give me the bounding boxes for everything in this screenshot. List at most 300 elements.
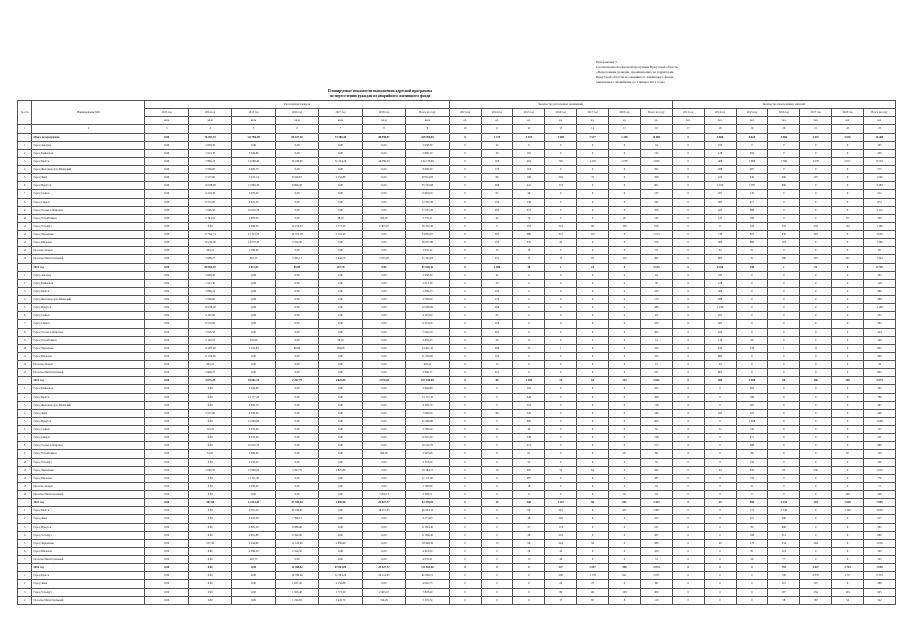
row-value: 0 <box>577 442 609 450</box>
row-number: 14 <box>18 247 32 255</box>
row-value: 0 <box>545 482 577 490</box>
row-municipality: Город Черемхово <box>32 231 145 239</box>
row-value: 51 <box>736 247 768 255</box>
row-value: 0 <box>545 336 577 344</box>
row-value: 0 <box>672 190 704 198</box>
row-value: 86 <box>768 377 800 385</box>
row-value: 29 827,77 <box>362 564 405 572</box>
row-value: 13 177,20 <box>406 393 450 401</box>
row-value: 70 <box>577 580 609 588</box>
row-value: 0 <box>609 401 641 409</box>
row-value: 118 <box>640 401 672 409</box>
row-value: 0 <box>545 361 577 369</box>
row-value: 0 <box>800 515 832 523</box>
row-value: 0 <box>449 344 481 352</box>
header-unit: кв.м <box>232 117 275 125</box>
row-value: 0 <box>768 417 800 425</box>
row-value: 0,00 <box>319 369 362 377</box>
row-value: 224 <box>545 539 577 547</box>
row-municipality: Город Братск <box>32 287 145 295</box>
row-value: 0 <box>768 434 800 442</box>
row-value: 12 905,02 <box>188 344 231 352</box>
note-line: Иркутской области, из аварийного жилищного фонда, <box>596 75 674 79</box>
row-value: 13 177,20 <box>232 393 275 401</box>
row-value: 0 <box>800 385 832 393</box>
row-value: 0 <box>449 271 481 279</box>
row-value: 726 <box>768 572 800 580</box>
row-value: 0,00 <box>145 482 188 490</box>
row-value: 0 <box>800 320 832 328</box>
row-value: 0 <box>736 279 768 287</box>
header-column-number: 17 <box>672 125 704 133</box>
row-value: 11 111,90 <box>406 474 450 482</box>
row-value: 0 <box>832 198 864 206</box>
row-value: 0 <box>577 556 609 564</box>
row-value: 51 <box>863 482 895 490</box>
row-value: 302 <box>736 385 768 393</box>
row-number: 15 <box>18 255 32 263</box>
row-value: 0 <box>768 482 800 490</box>
row-value: 0,00 <box>319 312 362 320</box>
row-value: 0 <box>832 312 864 320</box>
row-value: 118 <box>513 401 545 409</box>
row-value: 0 <box>449 328 481 336</box>
row-value: 312 <box>545 231 577 239</box>
row-value: 2 017 <box>832 157 864 165</box>
row-value: 0 <box>800 312 832 320</box>
row-value: 103 <box>481 157 513 165</box>
row-value: 4 369,70 <box>406 401 450 409</box>
row-value: 0 <box>545 417 577 425</box>
row-value: 0,00 <box>188 442 231 450</box>
row-value: 26 114,65 <box>362 572 405 580</box>
row-value: 0,00 <box>275 409 318 417</box>
row-value: 0 <box>609 328 641 336</box>
row-value: 34 <box>704 361 736 369</box>
row-value: 0,00 <box>275 491 318 499</box>
row-value: 93 478,04 <box>406 499 450 507</box>
header-column-number: 6 <box>275 125 318 133</box>
row-value: 3 906,37 <box>406 369 450 377</box>
row-value: 585 <box>863 523 895 531</box>
row-value: 0 <box>513 580 545 588</box>
row-value: 0,00 <box>145 426 188 434</box>
row-value: 48 <box>513 531 545 539</box>
table-row <box>18 580 896 588</box>
row-value: 0 <box>736 287 768 295</box>
row-value: 30 <box>481 279 513 287</box>
row-value: 0 <box>832 426 864 434</box>
row-value: 0 <box>832 304 864 312</box>
row-value: 3 078 <box>800 157 832 165</box>
row-value: 0 <box>800 409 832 417</box>
row-value: 2 987,00 <box>232 214 275 222</box>
row-value: 4 107,00 <box>188 312 231 320</box>
header-column-number: 23 <box>863 125 895 133</box>
row-value: 0,00 <box>319 507 362 515</box>
row-value: 0,00 <box>362 182 405 190</box>
row-value: 7 046,50 <box>188 206 231 214</box>
row-value: 286 <box>481 344 513 352</box>
row-value: 617 <box>863 515 895 523</box>
header-column-number: 18 <box>704 125 736 133</box>
row-value: 13 068,40 <box>232 157 275 165</box>
row-value: 5 353 <box>863 572 895 580</box>
row-value: 2 870 <box>800 572 832 580</box>
table-row <box>18 166 896 174</box>
row-value: 104 <box>481 320 513 328</box>
row-value: 330 <box>640 344 672 352</box>
row-value: 161 <box>577 222 609 230</box>
row-value: 1 194,65 <box>275 596 318 604</box>
row-value: 0 <box>736 141 768 149</box>
row-value: 10 010,70 <box>406 442 450 450</box>
row-value: 0 <box>545 450 577 458</box>
row-value: 0,00 <box>319 352 362 360</box>
row-value: 0 <box>768 474 800 482</box>
row-value: 2 874 <box>640 564 672 572</box>
row-value: 0 <box>609 279 641 287</box>
row-value: 446 <box>736 174 768 182</box>
table-row <box>18 320 896 328</box>
row-value: 0,00 <box>145 287 188 295</box>
table-row <box>18 296 896 304</box>
table-row <box>18 231 896 239</box>
row-value: 13 <box>513 336 545 344</box>
row-municipality: Поселок Залари <box>32 482 145 490</box>
row-value: 199 <box>863 547 895 555</box>
row-value: 0 <box>577 385 609 393</box>
row-value: 1 258 <box>609 133 641 141</box>
row-value: 0,00 <box>145 174 188 182</box>
row-value: 0,00 <box>319 279 362 287</box>
row-value: 118 <box>768 547 800 555</box>
row-value: 285 <box>513 466 545 474</box>
row-value: 0 <box>768 393 800 401</box>
row-value: 0 <box>672 426 704 434</box>
row-value: 0,00 <box>275 482 318 490</box>
row-value: 0 <box>672 580 704 588</box>
row-number: 13 <box>18 239 32 247</box>
row-value: 5 860,10 <box>406 149 450 157</box>
row-value: 0,00 <box>319 361 362 369</box>
row-value: 1 913,30 <box>188 279 231 287</box>
row-value: 159 <box>863 450 895 458</box>
row-value: 294 <box>800 539 832 547</box>
row-value: 0 <box>704 417 736 425</box>
row-value: 0,00 <box>232 580 275 588</box>
table-row <box>18 482 896 490</box>
row-value: 0 <box>768 287 800 295</box>
row-value: 225 <box>736 409 768 417</box>
table-row <box>18 336 896 344</box>
row-value: 0,00 <box>145 263 188 271</box>
row-value: 6 <box>704 450 736 458</box>
table-row <box>18 369 896 377</box>
row-value: 179 <box>640 296 672 304</box>
row-value: 305 <box>481 231 513 239</box>
row-value: 0 <box>736 271 768 279</box>
row-value: 0 <box>449 450 481 458</box>
row-value: 567,08 <box>188 499 231 507</box>
row-value: 203 <box>640 328 672 336</box>
row-value: 496 <box>768 523 800 531</box>
row-value: 0,00 <box>275 198 318 206</box>
row-value: 0 <box>672 531 704 539</box>
row-value: 0,00 <box>362 344 405 352</box>
header-column-number: 1 <box>18 125 32 133</box>
header-column-number: 5 <box>232 125 275 133</box>
table-row <box>18 344 896 352</box>
row-value: 178 <box>736 344 768 352</box>
row-municipality: Город Шелехов <box>32 239 145 247</box>
row-value: 2 943,58 <box>232 515 275 523</box>
row-value: 0,00 <box>145 190 188 198</box>
row-municipality: Город Черемхово <box>32 539 145 547</box>
row-value: 0,00 <box>275 312 318 320</box>
row-value: 0 <box>704 442 736 450</box>
table-row <box>18 409 896 417</box>
row-value: 67 <box>832 214 864 222</box>
row-municipality: Поселок Залари <box>32 247 145 255</box>
row-value: 0,00 <box>188 458 231 466</box>
table-row <box>18 474 896 482</box>
row-value: 0 <box>768 149 800 157</box>
row-value: 612 <box>704 344 736 352</box>
row-value: 0 <box>672 222 704 230</box>
row-value: 0,00 <box>319 531 362 539</box>
row-value: 26 485 <box>863 133 895 141</box>
row-number: 14 <box>18 491 32 499</box>
row-value: 0 <box>513 141 545 149</box>
row-number: 1 <box>18 141 32 149</box>
row-value: 688 <box>736 442 768 450</box>
row-value: 0 <box>672 352 704 360</box>
row-value: 403 <box>863 320 895 328</box>
row-value: 0,00 <box>145 531 188 539</box>
row-value: 0 <box>449 141 481 149</box>
row-value: 0 <box>672 393 704 401</box>
row-value: 776 <box>736 474 768 482</box>
row-value: 0 <box>832 231 864 239</box>
row-value: 0,00 <box>232 279 275 287</box>
row-municipality: 2016 год <box>32 564 145 572</box>
row-value: 0,00 <box>188 515 231 523</box>
row-value: 287 <box>863 401 895 409</box>
table-row <box>18 352 896 360</box>
row-number: 6 <box>18 547 32 555</box>
row-value: 0 <box>832 482 864 490</box>
row-value: 0 <box>513 287 545 295</box>
row-value: 0 <box>449 458 481 466</box>
row-number: 10 <box>18 458 32 466</box>
row-value: 0 <box>832 166 864 174</box>
row-value: 128 <box>704 279 736 287</box>
row-value: 14 421,42 <box>406 344 450 352</box>
row-value: 31 224,20 <box>319 157 362 165</box>
row-value: 0 <box>672 572 704 580</box>
row-value: 14 388,82 <box>275 564 318 572</box>
row-value: 2 661,80 <box>232 531 275 539</box>
table-row <box>18 434 896 442</box>
row-value: 93 <box>481 190 513 198</box>
row-value: 145 <box>736 190 768 198</box>
row-value: 0 <box>672 361 704 369</box>
row-value: 93 <box>640 312 672 320</box>
row-value: 81 <box>736 547 768 555</box>
row-value: 0,00 <box>362 190 405 198</box>
row-value: 805 <box>704 255 736 263</box>
row-value: 0 <box>449 174 481 182</box>
row-value: 0 <box>577 141 609 149</box>
row-value: 2 318,20 <box>232 458 275 466</box>
row-value: 0 <box>449 214 481 222</box>
row-value: 0 <box>545 328 577 336</box>
table-subtotal-row <box>18 263 896 271</box>
row-value: 0 <box>832 190 864 198</box>
row-value: 0 <box>672 547 704 555</box>
row-value: 0,00 <box>362 417 405 425</box>
row-value: 265 <box>704 377 736 385</box>
table-row <box>18 304 896 312</box>
row-value: 1 180,90 <box>232 247 275 255</box>
row-value: 0 <box>704 547 736 555</box>
row-value: 248 <box>832 491 864 499</box>
row-value: 0,00 <box>362 401 405 409</box>
row-value: 0 <box>545 401 577 409</box>
row-number: 2 <box>18 393 32 401</box>
row-value: 0,00 <box>319 515 362 523</box>
row-value: 0 <box>609 409 641 417</box>
row-value: 0,00 <box>275 458 318 466</box>
row-value: 0,00 <box>275 247 318 255</box>
row-value: 0,00 <box>188 523 231 531</box>
row-value: 412 <box>863 190 895 198</box>
row-value: 0 <box>481 572 513 580</box>
row-value: 1 773,30 <box>319 588 362 596</box>
row-value: 2 638,30 <box>406 141 450 149</box>
row-value: 0 <box>545 214 577 222</box>
row-municipality: Поселок Магистральный <box>32 596 145 604</box>
table-row <box>18 531 896 539</box>
row-value: 0 <box>704 393 736 401</box>
row-value: 0 <box>449 556 481 564</box>
row-value: 0 <box>832 393 864 401</box>
row-municipality: Город Иркутск <box>32 523 145 531</box>
row-value: 0 <box>800 141 832 149</box>
row-value: 35 553,68 <box>406 182 450 190</box>
row-value: 224 <box>545 222 577 230</box>
row-value: 3 968,27 <box>188 255 231 263</box>
row-value: 110 <box>640 596 672 604</box>
row-value: 20 814,83 <box>406 174 450 182</box>
row-value: 0 <box>736 572 768 580</box>
row-value: 718 <box>704 231 736 239</box>
row-value: 598 <box>609 564 641 572</box>
row-value: 0 <box>449 255 481 263</box>
row-municipality: Город Зима <box>32 174 145 182</box>
row-value: 0 <box>832 206 864 214</box>
row-value: 0,00 <box>145 255 188 263</box>
header-unit: чел. <box>863 117 895 125</box>
row-value: 1 199 <box>704 304 736 312</box>
row-municipality: 2013 год <box>32 263 145 271</box>
row-value: 287 <box>736 166 768 174</box>
row-number: 9 <box>18 450 32 458</box>
row-value: 428 <box>513 393 545 401</box>
row-value: 570 <box>640 239 672 247</box>
row-value: 462 <box>640 255 672 263</box>
row-value: 2 318,20 <box>406 458 450 466</box>
row-municipality: Город Усолье-Сибирское <box>32 328 145 336</box>
row-value: 0,00 <box>188 482 231 490</box>
row-value: 0,00 <box>319 385 362 393</box>
row-value: 0 <box>577 296 609 304</box>
row-value: 1 196 <box>863 222 895 230</box>
row-value: 0,00 <box>275 287 318 295</box>
row-number: 4 <box>18 596 32 604</box>
row-value: 0,00 <box>145 214 188 222</box>
row-value: 496 <box>768 182 800 190</box>
row-value: 0,00 <box>188 531 231 539</box>
row-value: 874 <box>863 198 895 206</box>
row-value: 8 <box>577 344 609 352</box>
row-value: 0 <box>577 247 609 255</box>
row-value: 0,00 <box>362 474 405 482</box>
row-value: 0 <box>577 287 609 295</box>
row-value: 0,00 <box>232 564 275 572</box>
row-value: 442 <box>640 466 672 474</box>
row-value: 0 <box>609 523 641 531</box>
row-value: 40 <box>513 190 545 198</box>
row-municipality: Поселок Магистральный <box>32 556 145 564</box>
row-municipality: Город Железногорск-Илимский <box>32 401 145 409</box>
row-value: 0 <box>800 531 832 539</box>
row-value: 0,00 <box>362 482 405 490</box>
row-value: 960 <box>736 499 768 507</box>
row-value: 0,00 <box>275 426 318 434</box>
row-value: 3 946,80 <box>232 149 275 157</box>
row-value: 7 398,15 <box>275 515 318 523</box>
header-unit: ед. <box>609 117 641 125</box>
note-line: к региональной адресной программе Иркутской области <box>596 65 678 69</box>
row-value: 0,00 <box>145 182 188 190</box>
row-number <box>18 499 32 507</box>
row-value: 0 <box>672 231 704 239</box>
row-value: 0,00 <box>145 247 188 255</box>
row-value: 2 997,66 <box>406 450 450 458</box>
row-value: 0,00 <box>275 166 318 174</box>
row-value: 0 <box>449 515 481 523</box>
row-value: 0 <box>481 531 513 539</box>
row-value: 294 <box>800 499 832 507</box>
row-value: 273 <box>513 442 545 450</box>
note-line: Приложение 3 <box>596 60 617 64</box>
row-value: 17 057,20 <box>406 206 450 214</box>
row-value: 104 <box>481 198 513 206</box>
table-row <box>18 287 896 295</box>
row-value: 0 <box>672 214 704 222</box>
table-subtotal-row <box>18 499 896 507</box>
row-value: 0 <box>449 588 481 596</box>
row-value: 0 <box>768 247 800 255</box>
row-value: 0,00 <box>362 239 405 247</box>
row-number: 11 <box>18 466 32 474</box>
row-value: 0,00 <box>319 271 362 279</box>
row-value: 0 <box>449 361 481 369</box>
header-year: 2016 год <box>275 109 318 117</box>
row-value: 0 <box>449 539 481 547</box>
